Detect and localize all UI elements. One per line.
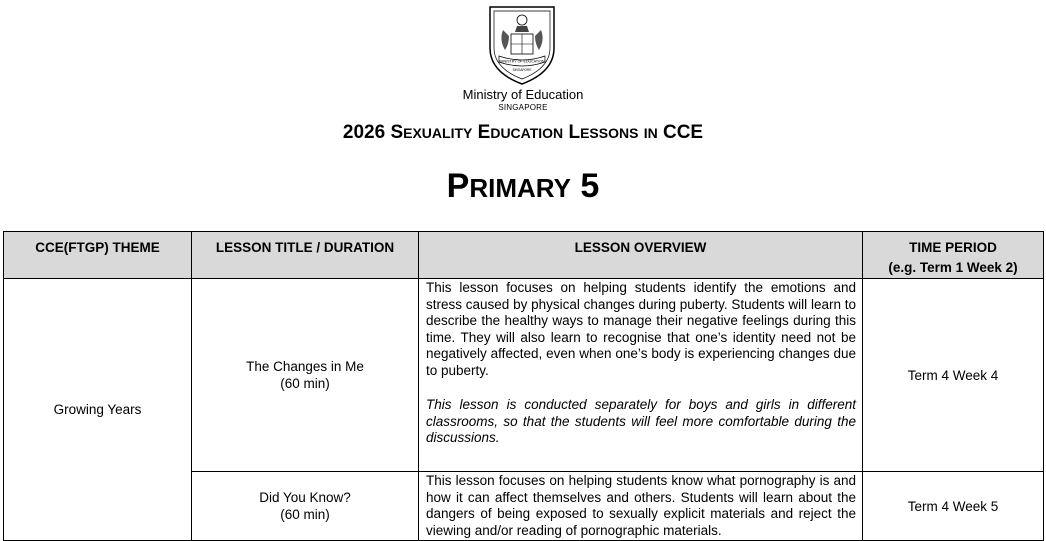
ministry-name: Ministry of Education <box>462 87 584 102</box>
theme-cell: Growing Years <box>4 279 192 541</box>
svg-text:SINGAPORE: SINGAPORE <box>512 68 532 72</box>
document-title: 2026 SEXUALITY EDUCATION LESSONS IN CCE <box>342 122 704 143</box>
lesson-overview-cell: This lesson focuses on helping students know what pornography is and how it can affect themselves and others. Students will learn about the dangers of being exposed to sexually explicit materials and reject the viewing and/or reading of pornographic materials. <box>419 472 863 541</box>
lesson-overview-cell: This lesson focuses on helping students identify the emotions and stress caused by physical changes during puberty. Students will learn to describe the healthy ways to manage their negative feelings during this time. They will also learn to recognise that one’s identity need not be negatively affected, even when one’s body is experiencing changes due to puberty. This lesson is conducted separately for boys and girls in different classrooms, so that the students will feel more comfortable during the discussions. <box>419 279 863 472</box>
lessons-table <box>3 231 1044 541</box>
moe-crest-icon <box>487 4 557 88</box>
lesson-title-cell: Did You Know? (60 min) <box>192 472 419 541</box>
ministry-location: SINGAPORE <box>498 103 548 112</box>
lesson-note: This lesson is conducted separately for boys and girls in different classrooms, so that the students will feel more comfortable during the discussions. <box>426 397 856 445</box>
header-theme: CCE(FTGP) THEME <box>4 232 192 279</box>
svg-text:MINISTRY OF EDUCATION: MINISTRY OF EDUCATION <box>499 59 545 64</box>
lesson-title-cell: The Changes in Me (60 min) <box>192 279 419 472</box>
header-overview: LESSON OVERVIEW <box>419 232 863 279</box>
time-period-cell: Term 4 Week 5 <box>863 472 1044 541</box>
time-period-cell: Term 4 Week 4 <box>863 279 1044 472</box>
table-row <box>4 279 1044 472</box>
table-header-row <box>4 232 1044 279</box>
header-time-period: TIME PERIOD (e.g. Term 1 Week 2) <box>863 232 1044 279</box>
level-heading: PRIMARY 5 <box>446 167 600 205</box>
header-lesson: LESSON TITLE / DURATION <box>192 232 419 279</box>
